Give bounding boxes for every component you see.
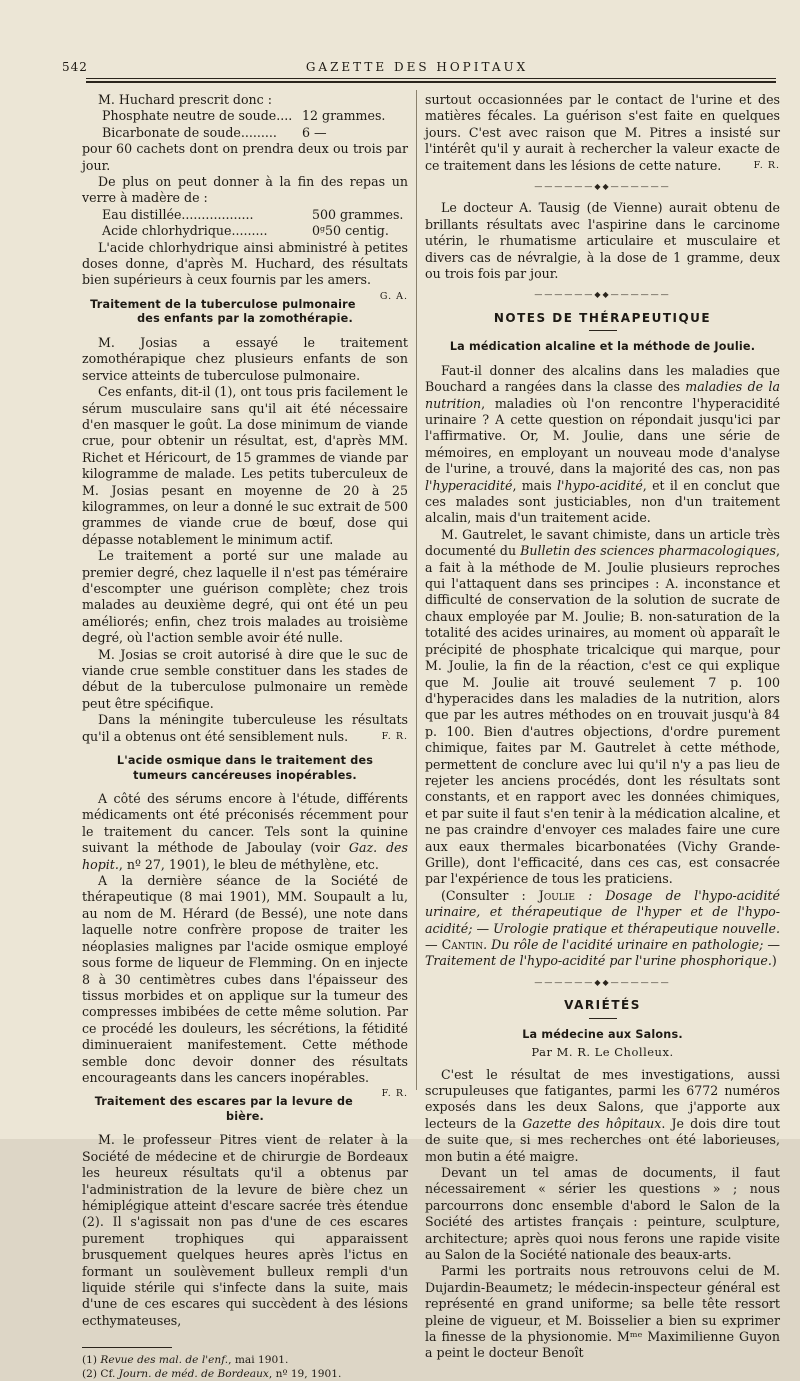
left-column: [82, 92, 408, 1381]
author-name: Joulie: [538, 887, 575, 903]
section-title: L'acide osmique dans le traitement des tumeurs cancéreuses inopérables.: [116, 754, 374, 782]
right-column: [425, 92, 780, 1362]
section-title: La médecine aux Salons.: [522, 1027, 683, 1041]
page-number: 542: [62, 60, 88, 74]
paragraph: M. Josias a essayé le traitement zomothérapique chez plusieurs enfants de son service atteints de tuberculose pulmonaire.: [82, 334, 408, 383]
paragraph: [425, 1067, 780, 1165]
ingredient-dose: 12 grammes.: [302, 108, 386, 124]
ingredient-name: Bicarbonate de soude.........: [102, 124, 277, 140]
ornament-divider: ——————◆◆——————: [534, 977, 671, 987]
ornament-divider: ——————◆◆——————: [534, 182, 671, 192]
section-title: Traitement de la tuberculose pulmonaire des enfants par la zomothérapie.: [90, 297, 356, 326]
section-title: Traitement des escares par la levure de bière.: [94, 1095, 353, 1123]
footnote-text: , mai 1901.: [228, 1354, 289, 1367]
paragraph-text: L'acide chlorhydrique ainsi abministré à petites doses donne, d'après M. Huchard, des résultats bien supérieurs à ceux fournis par les amers.: [82, 239, 408, 288]
paragraph: Parmi les portraits nous retrouvons celui de M. Dujardin-Beaumetz; le médecin-inspecteur général est représenté en grand uniforme; sa belle tête ressort pleine de vigueur, et M. Boisselier a bien su exprimer la finesse de la physionomie. Mᵐᵉ Maximilienne Guyon a peint le docteur Benoît: [425, 1263, 780, 1361]
paragraph-text: , et il en conclut que ces malades sont justiciables, non d'un traitement alcalin, mais d'un traitement acide.: [425, 477, 781, 526]
paragraph-text: , maladies où l'on rencontre l'hyperacidité urinaire ? A cette question on répondait jusqu'ici par l'affirmative. Or, M. Joulie, dans une série de mémoires, en employant un nouveau mode d'analyse de l'urine, a trouvé, dans la majorité des cas, non pas: [425, 395, 780, 477]
paragraph: M. le professeur Pitres vient de relater à la Société de médecine et de chirurgie de Bordeaux les heureux résultats qu'il a obtenus par l'administration de la levure de bière chez un hémiplégique atteint d'escare sacrée très étendue (2). Il s'agissait non pas d'une de ces escares purement trophiques qui apparaissent brusquement quelques heures après l'ictus en formant un soulèvement bulleux rempli d'un liquide stérile qui s'infecte dans la suite, mais d'une de ces escares qui succèdent à des lésions ecthymateuses,: [82, 1132, 408, 1328]
prescription-line: [82, 125, 408, 141]
paragraph-text: C'est le résultat de mes investigations, aussi scrupuleuses que fatigantes, parmi les 6772 numéros exposés dans les deux Salons, que j'apporte aux lecteurs de la: [425, 1066, 780, 1131]
citation: : Dosage de l'hypo-acidité urinaire, et thérapeutique de l'hyper et de l'hypo-acidité; — Urologie pratique et thérapeutique nouvelle.: [425, 887, 780, 936]
paragraph: [425, 92, 780, 174]
section-heading: NOTES DE THÉRAPEUTIQUE: [493, 310, 712, 325]
ingredient-dose: 0ᵍ50 centig.: [312, 223, 389, 239]
paragraph-text: A la dernière séance de la Société de thérapeutique (8 mai 1901), MM. Soupault a lu, au nom de M. Hérard (de Bessé), une note dans laquelle notre confrère propose de traiter les néoplasies malignes par l'acide osmique employé sous forme de liqueur de Flemming. On en injecte 8 à 30 centimètres cubes dans l'épaisseur des tissus morbides et on applique sur la tumeur des compresses imbibées de cette même solution. Par ce procédé les douleurs, les sécrétions, la fétidité diminueraient manifestement. Cette méthode semble donc devoir donner des résultats encourageants dans les cancers inopérables.: [82, 873, 408, 1085]
emphasis: maladies de la nutrition: [425, 379, 780, 411]
paragraph-text: Dans la méningite tuberculeuse les résultats qu'il a obtenus ont été sensiblement nuls.: [82, 712, 408, 744]
citation: Journ. de méd. de Bordeaux: [118, 1368, 269, 1381]
author-name: Cantin: [441, 937, 484, 952]
paragraph: [82, 873, 408, 1100]
emphasis: l'hypo-acidité: [556, 477, 643, 493]
footnote-text: , nº 19, 1901.: [268, 1368, 342, 1381]
paragraph-text: Faut-il donner des alcalins dans les maladies que Bouchard a rangées dans la classe des: [425, 362, 780, 395]
author-initials: G. A.: [379, 290, 408, 302]
paragraph: De plus on peut donner à la fin des repas un verre à madère de :: [82, 174, 408, 206]
heading-rule: [589, 330, 617, 331]
paragraph-text: , mais: [512, 477, 557, 493]
paragraph: [425, 363, 780, 527]
paragraph: Ces enfants, dit-il (1), ont tous pris facilement le sérum musculaire sans qu'il ait été nécessaire d'en masquer le goût. La dose minimum de viande crue, pour obtenir un résultat, est, d'après MM. Richet et Héricourt, de 15 grammes de viande par kilogramme de malade. Les petits tuberculeux de M. Josias pesant en moyenne de 20 à 25 kilogrammes, on leur a donné le suc extrait de 500 grammes de viande crue de bœuf, dose qui dépasse notablement le minimum actif.: [82, 384, 408, 547]
footnote-number: (2) Cf.: [82, 1368, 119, 1381]
paragraph-text: (Consulter :: [441, 887, 539, 903]
citation: . Du rôle de l'acidité urinaire en pathologie; — Traitement de l'hypo-acidité par l'urine phosphorique.: [425, 937, 780, 969]
author-initials: F. R.: [381, 1088, 408, 1100]
ingredient-dose: 6 —: [302, 124, 327, 140]
prescription-line: [82, 207, 408, 223]
section-title: La médication alcaline et la méthode de Joulie.: [449, 340, 756, 354]
journal-title: GAZETTE DES HOPITAUX: [305, 60, 529, 74]
heading-rule: [589, 1018, 617, 1019]
emphasis: l'hyperacidité: [425, 477, 513, 493]
column-divider: [416, 90, 417, 1090]
section-heading: VARIÉTÉS: [564, 998, 641, 1013]
paragraph: [82, 712, 408, 745]
paragraph: [82, 791, 408, 873]
citation: Revue des mal. de l'enf.: [100, 1354, 229, 1367]
paragraph: Devant un tel amas de documents, il faut nécessairement « sérier les questions » ; nous parcourrons donc ensemble d'abord le Salon de la Société des artistes français : peinture, sculpture, architecture; après quoi nous ferons une rapide visite au Salon de la Société nationale des beaux-arts.: [425, 1164, 780, 1262]
paragraph: M. Josias se croit autorisé à dire que le suc de viande crue semble constituer dans les stades de début de la tuberculose pulmonaire un remède peut être spécifique.: [82, 646, 408, 711]
paragraph-text: , nº 27, 1901), le bleu de méthylène, etc.: [118, 856, 379, 872]
intro-paragraph: M. Huchard prescrit donc :: [98, 92, 272, 107]
paragraph-text: ): [771, 953, 777, 969]
paragraph: pour 60 cachets dont on prendra deux ou trois par jour.: [82, 141, 408, 173]
paragraph: [82, 239, 408, 302]
ingredient-dose: 500 grammes.: [312, 206, 404, 222]
ingredient-name: Eau distillée..................: [102, 206, 254, 222]
prescription-line: [82, 108, 408, 124]
citation: Gazette des hôpitaux: [522, 1115, 662, 1131]
citation: Gaz. des hopit.: [82, 840, 408, 872]
author-initials: F. R.: [753, 159, 780, 171]
prescription-line: [82, 223, 408, 239]
paragraph-text: M. Gautrelet, le savant chimiste, dans un article très documenté du: [425, 526, 780, 559]
footnote: [82, 1367, 408, 1381]
paragraph: [425, 527, 780, 888]
paragraph: Le traitement a porté sur une malade au premier degré, chez laquelle il n'est pas téméraire d'escompter une guérison complète; chez trois malades au deuxième degré, qui ont été un peu améliorés; enfin, chez trois malades au troisième degré, où l'action semble avoir été nulle.: [82, 548, 408, 646]
paragraph-text: A côté des sérums encore à l'étude, différents médicaments ont été préconisés récemment pour le traitement du cancer. Tels sont la quinine suivant la méthode de Jaboulay (voir: [82, 791, 408, 856]
article-author: Par M. R. Le Cholleux.: [531, 1045, 674, 1060]
separator: —: [425, 937, 442, 952]
ingredient-name: Acide chlorhydrique.........: [102, 223, 268, 239]
footnote-number: (1): [82, 1354, 101, 1367]
page-header: [62, 60, 772, 74]
footnote-rule: [82, 1347, 172, 1348]
header-rule-thin: [86, 78, 776, 79]
author-initials: F. R.: [381, 730, 408, 742]
paragraph-text: , a fait à la méthode de M. Joulie plusieurs reproches qui l'attaquent dans ses principes : A. inconstance et difficulté de conservation de la solution de sucrate de chaux employée par M. Joulie; B. non-saturation de la totalité des acides urinaires, au moment où apparaît le précipité de phosphate tricalcique qui marque, pour M. Joulie, la fin de la réaction, c'est ce qui explique que M. Joulie ait trouvé seulement 7 p. 100 d'hyperacides dans les maladies de la nutrition, alors que par les autres méthodes on en trouvait jusqu'à 84 p. 100. Bien d'autres objections, d'ordre purement chimique, faites par M. Gautrelet à cette méthode, permettent de conclure avec lui qu'il n'y a pas lieu de rejeter les anciens procédés, dont les résultats sont constants, et en rapport avec les données chimiques, et par suite il faut s'en tenir à la médication alcaline, et ne pas craindre d'envoyer ces malades faire une cure aux eaux thermales bicarbonatées (Vichy Grande-Grille), dont l'efficacité, dans ces cas, est consacrée par l'expérience de tous les praticiens.: [425, 543, 780, 887]
footnote: [82, 1353, 408, 1367]
paragraph-text: surtout occasionnées par le contact de l'urine et des matières fécales. La guérison s'est faite en quelques jours. C'est avec raison que M. Pitres a insisté sur l'intérêt qu'il y aurait à rechercher la valeur exacte de ce traitement dans les lésions de cette nature.: [425, 92, 780, 173]
citation: Bulletin des sciences pharmacologiques: [520, 543, 776, 559]
paragraph: Le docteur A. Tausig (de Vienne) aurait obtenu de brillants résultats avec l'aspirine dans le carcinome utérin, le rhumatisme articulaire et musculaire et divers cas de névralgie, à la dose de 1 gramme, deux ou trois fois par jour.: [425, 200, 780, 282]
reference-paragraph: [425, 888, 780, 970]
header-rule-thick: [86, 81, 776, 83]
paragraph-text: . Je dois dire tout de suite que, si mes recherches ont été laborieuses, mon butin a été maigre.: [425, 1115, 781, 1164]
ornament-divider: ——————◆◆——————: [534, 290, 671, 300]
ingredient-name: Phosphate neutre de soude....: [102, 108, 293, 124]
